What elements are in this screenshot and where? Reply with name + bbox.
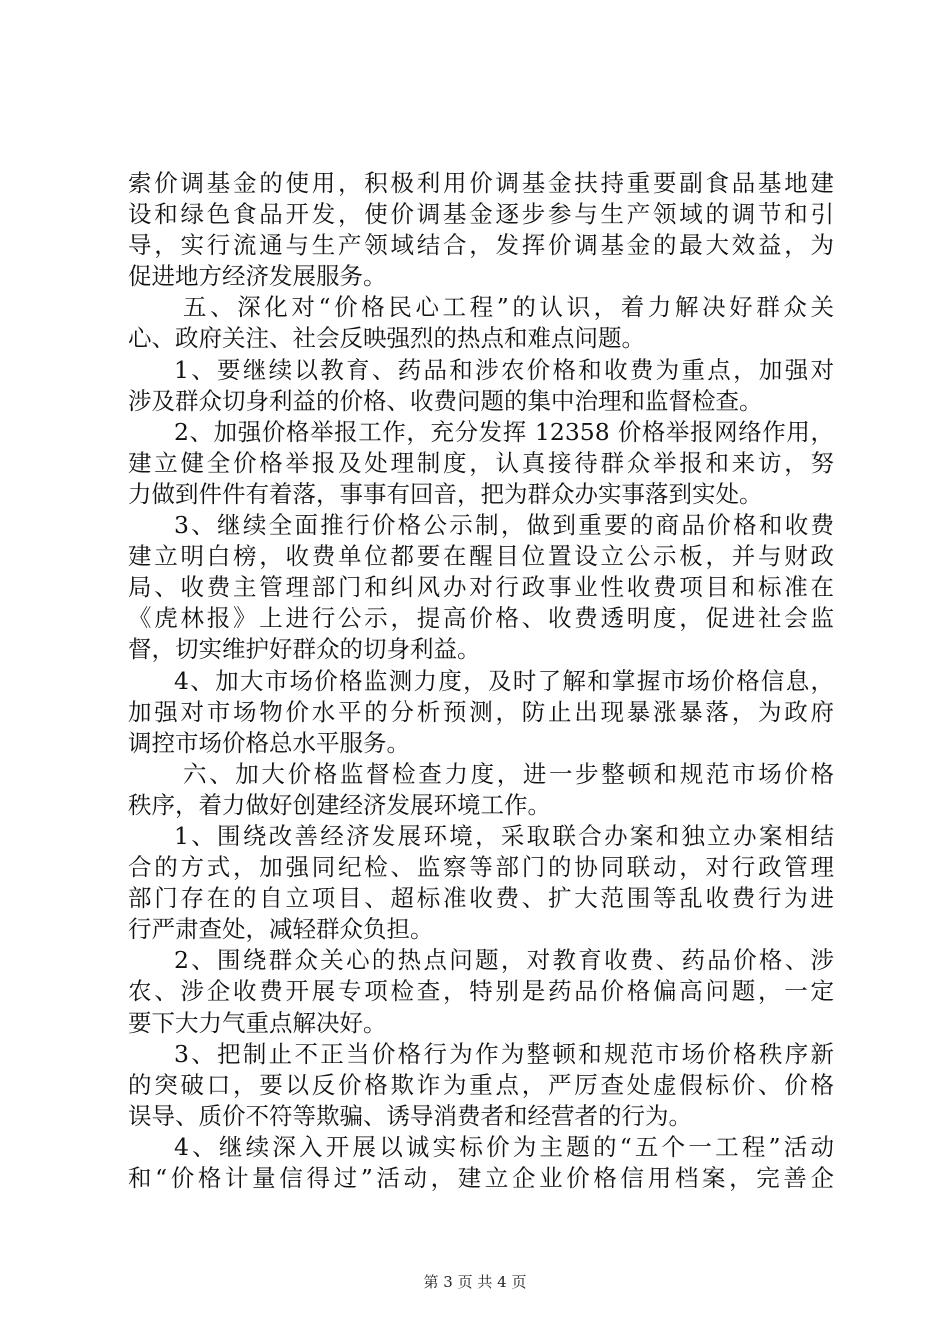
section-heading-line: 秩序，着力做好创建经济发展环境工作。 xyxy=(128,790,551,819)
text-line: 部门存在的自立项目、超标准收费、扩大范围等乱收费行为进 xyxy=(128,884,834,913)
text-line: 4、加大市场价格监测力度，及时了解和掌握市场价格信息， xyxy=(174,666,834,695)
text-line: 2、加强价格举报工作，充分发挥 12358 价格举报网络作用， xyxy=(174,417,834,446)
document-body xyxy=(128,168,834,1194)
text-line: 要下大力气重点解决好。 xyxy=(128,1008,387,1037)
text-line: 促进地方经济发展服务。 xyxy=(128,262,387,291)
text-line: 涉及群众切身利益的价格、收费问题的集中治理和监督检查。 xyxy=(128,386,763,415)
section-heading-line: 五、深化对“价格民心工程”的认识，着力解决好群众关 xyxy=(183,293,834,322)
text-line: 3、把制止不正当价格行为作为整顿和规范市场价格秩序新 xyxy=(174,1039,834,1068)
section-heading-line: 六、加大价格监督检查力度，进一步整顿和规范市场价格 xyxy=(183,759,834,788)
text-line: 《虎林报》上进行公示，提高价格、收费透明度，促进社会监 xyxy=(128,604,834,633)
text-line: 设和绿色食品开发，使价调基金逐步参与生产领域的调节和引 xyxy=(128,200,834,229)
text-line: 和“价格计量信得过”活动，建立企业价格信用档案，完善企 xyxy=(128,1164,834,1192)
text-line: 1、要继续以教育、药品和涉农价格和收费为重点，加强对 xyxy=(174,355,834,384)
page-number-footer: 第 3 页 共 4 页 xyxy=(423,1273,527,1291)
text-line: 索价调基金的使用，积极利用价调基金扶持重要副食品基地建 xyxy=(128,169,834,197)
text-line: 合的方式，加强同纪检、监察等部门的协同联动，对行政管理 xyxy=(128,853,834,882)
text-line: 建立明白榜，收费单位都要在醒目位置设立公示板，并与财政 xyxy=(128,542,834,571)
text-line: 3、继续全面推行价格公示制，做到重要的商品价格和收费 xyxy=(174,511,834,540)
text-line: 的突破口，要以反价格欺诈为重点，严厉查处虚假标价、价格 xyxy=(128,1070,834,1099)
text-line: 误导、质价不符等欺骗、诱导消费者和经营者的行为。 xyxy=(128,1101,692,1130)
text-line: 调控市场价格总水平服务。 xyxy=(128,728,410,757)
text-line: 1、围绕改善经济发展环境，采取联合办案和独立办案相结 xyxy=(174,821,834,850)
section-heading-line: 心、政府关注、社会反映强烈的热点和难点问题。 xyxy=(128,324,645,353)
text-line: 加强对市场物价水平的分析预测，防止出现暴涨暴落，为政府 xyxy=(128,697,834,726)
text-line: 农、涉企收费开展专项检查，特别是药品价格偏高问题，一定 xyxy=(128,977,834,1006)
text-line: 建立健全价格举报及处理制度，认真接待群众举报和来访，努 xyxy=(128,448,834,477)
text-line: 导，实行流通与生产领域结合，发挥价调基金的最大效益，为 xyxy=(128,231,834,260)
text-line: 局、收费主管理部门和纠风办对行政事业性收费项目和标准在 xyxy=(128,573,834,602)
text-line: 4、继续深入开展以诚实标价为主题的“五个一工程”活动 xyxy=(174,1132,834,1161)
text-line: 行严肃查处，减轻群众负担。 xyxy=(128,915,434,944)
text-line: 2、围绕群众关心的热点问题，对教育收费、药品价格、涉 xyxy=(174,946,834,975)
text-line: 督，切实维护好群众的切身利益。 xyxy=(128,635,481,664)
text-line: 力做到件件有着落，事事有回音，把为群众办实事落到实处。 xyxy=(128,479,763,508)
